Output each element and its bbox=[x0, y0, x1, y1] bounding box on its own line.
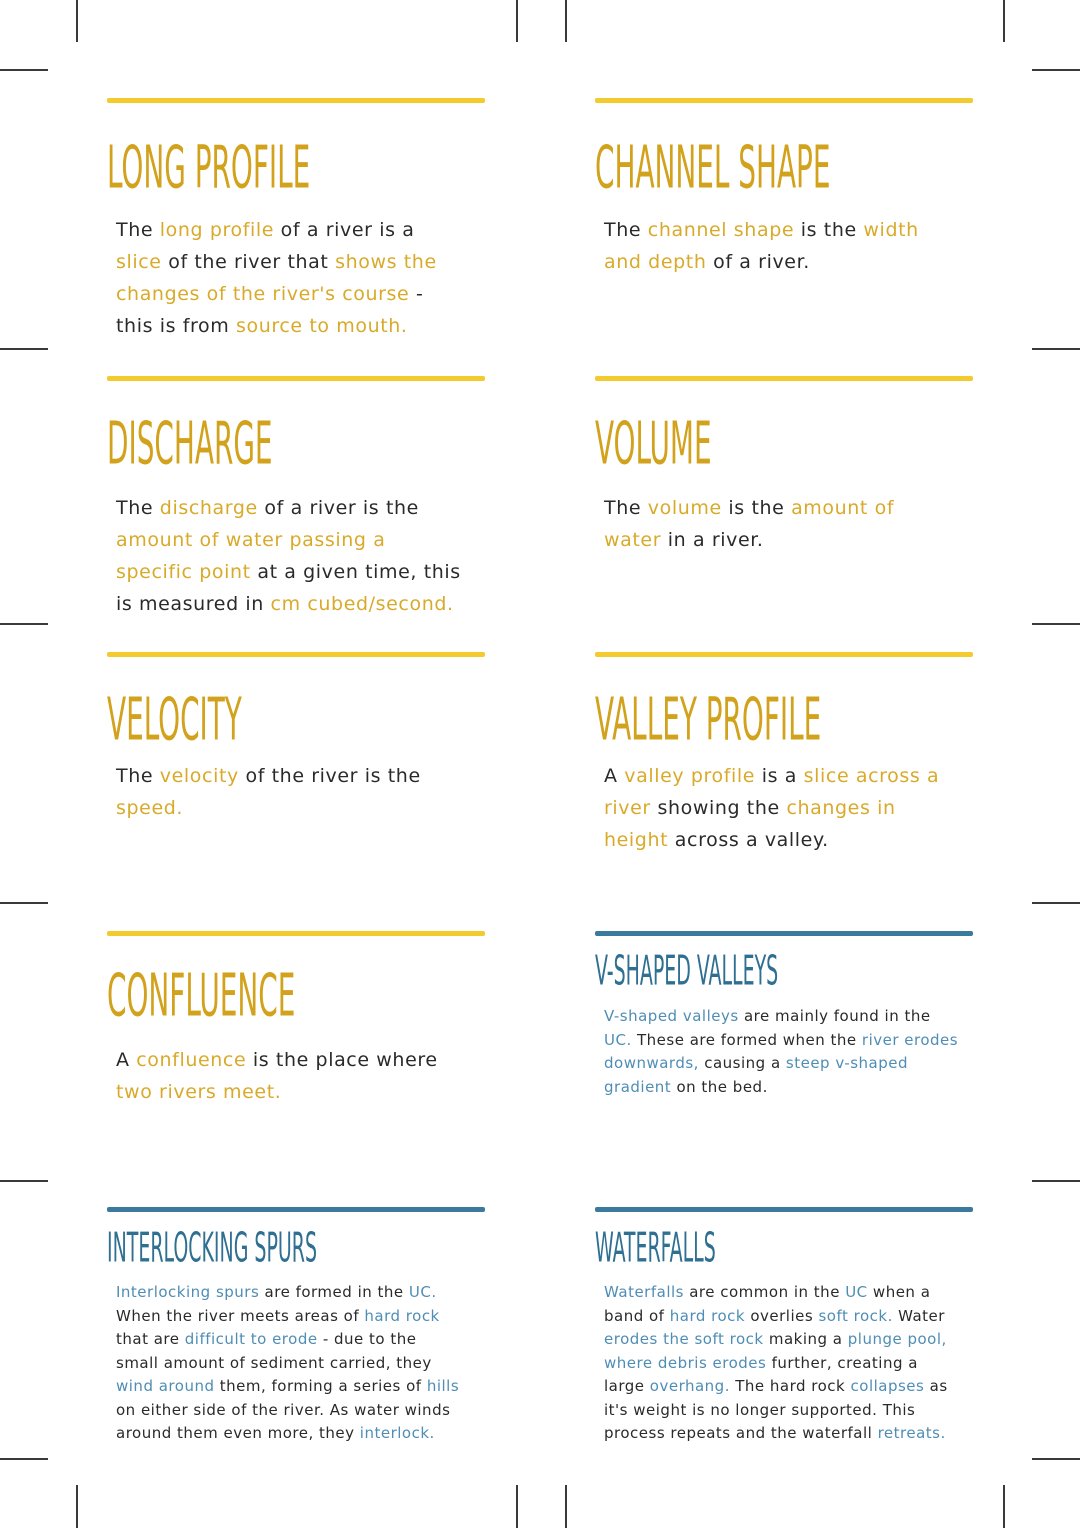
body-text: The bbox=[116, 497, 160, 519]
body-text: The bbox=[116, 219, 160, 241]
highlighted-term: velocity bbox=[159, 765, 239, 787]
highlighted-term: interlock. bbox=[359, 1424, 435, 1442]
card-divider bbox=[595, 652, 973, 657]
card-body-line bbox=[604, 1422, 969, 1446]
body-text: making a bbox=[763, 1330, 848, 1348]
card-body bbox=[116, 1044, 481, 1108]
body-text: further, creating a bbox=[766, 1353, 918, 1372]
card-divider bbox=[595, 98, 973, 103]
card-body bbox=[604, 760, 969, 856]
card-divider bbox=[107, 1207, 485, 1212]
card-waterfalls bbox=[595, 1207, 973, 1446]
card-body-line bbox=[116, 1422, 481, 1446]
highlighted-term: channel shape bbox=[647, 219, 795, 241]
highlighted-term: slice across a bbox=[803, 765, 940, 787]
card-long-profile bbox=[107, 98, 485, 342]
card-body-line bbox=[604, 1399, 969, 1423]
highlighted-term: shows the bbox=[335, 251, 437, 273]
body-text: of the river that bbox=[161, 251, 336, 273]
cut-mark bbox=[76, 1485, 78, 1528]
body-text: The bbox=[604, 497, 648, 519]
body-text: on either side of the river. As water winds bbox=[116, 1400, 451, 1419]
body-text: of a river is a bbox=[274, 219, 415, 241]
body-text: A bbox=[604, 765, 625, 787]
highlighted-term: retreats. bbox=[877, 1424, 946, 1442]
card-body-line bbox=[116, 492, 481, 524]
card-body-line bbox=[604, 1352, 969, 1376]
cut-mark bbox=[0, 348, 48, 350]
card-body-line bbox=[116, 1399, 481, 1423]
card-title: VALLEY PROFILE bbox=[595, 685, 822, 754]
card-body-line bbox=[116, 1352, 481, 1376]
body-text: The bbox=[116, 765, 160, 787]
card-body-line bbox=[116, 310, 481, 342]
highlighted-term: speed. bbox=[116, 797, 184, 819]
cut-mark bbox=[0, 1180, 48, 1182]
highlighted-term: changes of the river's course bbox=[116, 283, 410, 305]
body-text: of the river is the bbox=[238, 765, 421, 787]
highlighted-term: valley profile bbox=[624, 765, 756, 787]
card-body-line bbox=[604, 1281, 969, 1305]
card-body bbox=[604, 1005, 969, 1099]
card-title: LONG PROFILE bbox=[107, 133, 311, 202]
highlighted-term: plunge pool, bbox=[847, 1330, 947, 1348]
card-body bbox=[604, 214, 969, 278]
cut-mark bbox=[0, 902, 48, 904]
highlighted-term: two rivers meet. bbox=[116, 1081, 282, 1103]
highlighted-term: hard rock bbox=[669, 1306, 746, 1325]
card-title: VELOCITY bbox=[107, 685, 242, 754]
card-divider bbox=[107, 98, 485, 103]
cut-mark bbox=[1032, 1180, 1080, 1182]
card-body-line bbox=[116, 556, 481, 588]
body-text: The bbox=[604, 219, 648, 241]
highlighted-term: river erodes bbox=[861, 1030, 959, 1049]
body-text: in a river. bbox=[661, 529, 764, 551]
highlighted-term: UC. bbox=[604, 1030, 632, 1049]
highlighted-term: cm cubed/second. bbox=[270, 593, 454, 615]
cut-mark bbox=[565, 0, 567, 42]
cut-mark bbox=[1032, 348, 1080, 350]
card-body bbox=[604, 492, 969, 556]
cut-mark bbox=[0, 623, 48, 625]
body-text: is the bbox=[721, 497, 792, 519]
card-divider bbox=[107, 376, 485, 381]
cut-mark bbox=[1032, 902, 1080, 904]
highlighted-term: where debris erodes bbox=[604, 1353, 767, 1372]
card-title: CHANNEL SHAPE bbox=[595, 133, 831, 202]
card-volume bbox=[595, 376, 973, 556]
card-title: INTERLOCKING SPURS bbox=[107, 1224, 318, 1273]
highlighted-term: downwards, bbox=[604, 1054, 699, 1072]
highlighted-term: discharge bbox=[159, 497, 258, 519]
card-body-line bbox=[604, 792, 969, 824]
card-body-line bbox=[116, 524, 481, 556]
body-text: small amount of sediment carried, they bbox=[116, 1353, 432, 1372]
card-body-line bbox=[604, 1328, 969, 1352]
body-text: them, forming a series of bbox=[214, 1377, 427, 1395]
body-text: large bbox=[604, 1377, 650, 1395]
card-body-line bbox=[604, 1005, 969, 1029]
highlighted-term: and depth bbox=[604, 251, 707, 273]
card-divider bbox=[107, 652, 485, 657]
highlighted-term: UC. bbox=[408, 1283, 437, 1301]
highlighted-term: wind around bbox=[116, 1377, 215, 1395]
highlighted-term: overhang. bbox=[649, 1377, 730, 1395]
card-body-line bbox=[604, 214, 969, 246]
body-text: showing the bbox=[650, 797, 787, 819]
highlighted-term: volume bbox=[647, 497, 722, 519]
body-text: around them even more, they bbox=[116, 1424, 360, 1442]
highlighted-term: Interlocking spurs bbox=[116, 1283, 260, 1301]
card-body-line bbox=[604, 824, 969, 856]
body-text: Water bbox=[892, 1306, 945, 1325]
card-body bbox=[116, 1281, 481, 1446]
body-text: are formed in the bbox=[259, 1283, 409, 1301]
cut-mark bbox=[0, 69, 48, 71]
body-text: when a bbox=[867, 1283, 931, 1301]
highlighted-term: water bbox=[604, 529, 662, 551]
body-text: that are bbox=[116, 1330, 185, 1348]
body-text: it's weight is no longer supported. This bbox=[604, 1400, 916, 1419]
card-body-line bbox=[116, 760, 481, 792]
highlighted-term: amount of water passing a bbox=[116, 529, 386, 551]
cut-mark bbox=[1003, 1485, 1005, 1528]
highlighted-term: steep v-shaped bbox=[785, 1054, 909, 1072]
card-body-line bbox=[116, 1281, 481, 1305]
cut-mark bbox=[1032, 69, 1080, 71]
highlighted-term: soft rock. bbox=[818, 1306, 893, 1325]
card-body-line bbox=[604, 1052, 969, 1076]
cut-mark bbox=[0, 1458, 48, 1460]
card-confluence bbox=[107, 931, 485, 1108]
card-body-line bbox=[116, 278, 481, 310]
highlighted-term: erodes the soft rock bbox=[604, 1330, 764, 1348]
card-title: DISCHARGE bbox=[107, 409, 273, 478]
cut-mark bbox=[1032, 1458, 1080, 1460]
cut-mark bbox=[76, 0, 78, 42]
card-divider bbox=[107, 931, 485, 936]
body-text: The hard rock bbox=[729, 1377, 851, 1395]
highlighted-term: UC bbox=[845, 1283, 868, 1301]
highlighted-term: difficult to erode bbox=[184, 1330, 318, 1348]
body-text: of a river is the bbox=[257, 497, 419, 519]
body-text: process repeats and the waterfall bbox=[604, 1424, 878, 1442]
card-body-line bbox=[604, 1305, 969, 1329]
highlighted-term: changes in bbox=[786, 797, 896, 819]
highlighted-term: collapses bbox=[850, 1377, 925, 1395]
highlighted-term: hard rock bbox=[364, 1306, 440, 1325]
highlighted-term: width bbox=[863, 219, 919, 241]
card-body-line bbox=[116, 792, 481, 824]
card-divider bbox=[595, 931, 973, 936]
card-title: VOLUME bbox=[595, 409, 712, 478]
card-body-line bbox=[604, 760, 969, 792]
body-text: is the place where bbox=[246, 1049, 438, 1071]
body-text: These are formed when the bbox=[631, 1030, 862, 1049]
body-text: as bbox=[924, 1377, 948, 1395]
card-body-line bbox=[116, 1375, 481, 1399]
card-body-line bbox=[116, 1076, 481, 1108]
card-body-line bbox=[116, 246, 481, 278]
card-discharge bbox=[107, 376, 485, 620]
card-body-line bbox=[116, 1328, 481, 1352]
highlighted-term: gradient bbox=[604, 1077, 672, 1096]
body-text: causing a bbox=[698, 1054, 786, 1072]
highlighted-term: height bbox=[604, 829, 669, 851]
highlighted-term: source to mouth. bbox=[235, 315, 408, 337]
body-text: overlies bbox=[745, 1306, 819, 1325]
card-title: CONFLUENCE bbox=[107, 961, 296, 1030]
cut-mark bbox=[565, 1485, 567, 1528]
body-text: - bbox=[409, 283, 424, 305]
card-valley-profile bbox=[595, 652, 973, 856]
highlighted-term: long profile bbox=[159, 219, 275, 241]
card-v-shaped-valleys bbox=[595, 931, 973, 1099]
card-body-line bbox=[604, 246, 969, 278]
body-text: this is from bbox=[116, 315, 236, 337]
card-divider bbox=[595, 376, 973, 381]
body-text: is a bbox=[755, 765, 804, 787]
body-text: are common in the bbox=[683, 1283, 846, 1301]
highlighted-term: confluence bbox=[136, 1049, 247, 1071]
card-body-line bbox=[116, 1044, 481, 1076]
body-text: across a valley. bbox=[668, 829, 829, 851]
cut-mark bbox=[516, 1485, 518, 1528]
card-body-line bbox=[604, 492, 969, 524]
body-text: is measured in bbox=[116, 593, 271, 615]
body-text: on the bed. bbox=[671, 1077, 768, 1096]
card-divider bbox=[595, 1207, 973, 1212]
card-title: WATERFALLS bbox=[595, 1224, 716, 1273]
highlighted-term: specific point bbox=[116, 561, 251, 583]
body-text: at a given time, this bbox=[250, 561, 461, 583]
highlighted-term: amount of bbox=[791, 497, 895, 519]
card-body-line bbox=[116, 1305, 481, 1329]
card-body-line bbox=[116, 588, 481, 620]
card-body-line bbox=[604, 524, 969, 556]
highlighted-term: river bbox=[604, 797, 651, 819]
body-text: - due to the bbox=[317, 1330, 417, 1348]
card-body bbox=[116, 214, 481, 342]
body-text: of a river. bbox=[706, 251, 810, 273]
card-body-line bbox=[604, 1375, 969, 1399]
card-body bbox=[116, 492, 481, 620]
cut-mark bbox=[516, 0, 518, 42]
card-body bbox=[116, 760, 481, 824]
card-body-line bbox=[604, 1076, 969, 1100]
card-velocity bbox=[107, 652, 485, 824]
body-text: band of bbox=[604, 1306, 670, 1325]
card-title: V-SHAPED VALLEYS bbox=[595, 947, 779, 996]
highlighted-term: V-shaped valleys bbox=[604, 1007, 739, 1025]
card-body-line bbox=[116, 214, 481, 246]
body-text: A bbox=[116, 1049, 137, 1071]
highlighted-term: slice bbox=[116, 251, 162, 273]
body-text: When the river meets areas of bbox=[116, 1306, 365, 1325]
card-body bbox=[604, 1281, 969, 1446]
cut-mark bbox=[1003, 0, 1005, 42]
body-text: are mainly found in the bbox=[738, 1007, 931, 1025]
card-channel-shape bbox=[595, 98, 973, 278]
highlighted-term: Waterfalls bbox=[604, 1283, 684, 1301]
card-body-line bbox=[604, 1029, 969, 1053]
highlighted-term: hills bbox=[426, 1377, 460, 1395]
cut-mark bbox=[1032, 623, 1080, 625]
card-interlocking-spurs bbox=[107, 1207, 485, 1446]
body-text: is the bbox=[794, 219, 864, 241]
